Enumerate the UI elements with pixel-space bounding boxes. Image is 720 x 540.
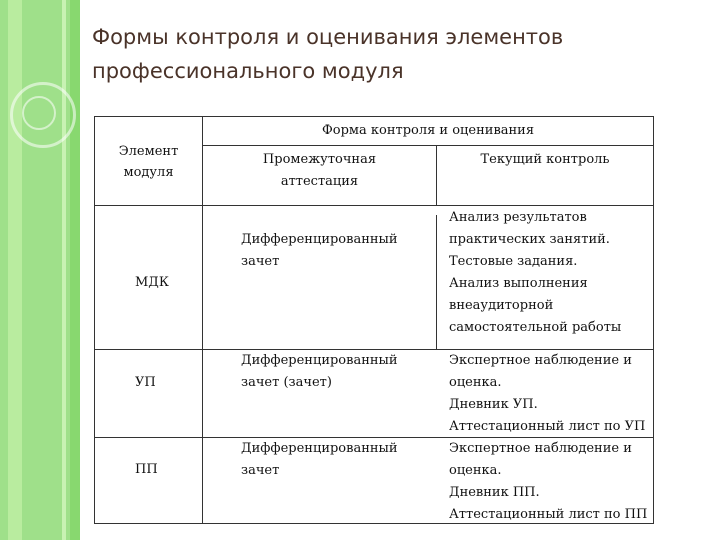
table-divider: [95, 205, 653, 206]
table-row-interim: Дифференцированный зачет: [241, 441, 398, 478]
decorative-circle: [22, 96, 56, 130]
table-row-element: ПП: [135, 462, 158, 477]
table-row-element: УП: [135, 375, 156, 390]
decorative-sidebar: [0, 0, 80, 540]
table-divider: [202, 145, 653, 146]
element-column-header: Элемент модуля: [118, 144, 179, 180]
slide-title: [92, 20, 692, 88]
sidebar-stripe: [62, 0, 66, 540]
column-group-header: Форма контроля и оценивания: [321, 123, 535, 138]
table-row-interim: Дифференцированный зачет (зачет): [241, 353, 398, 390]
table-divider: [436, 215, 437, 349]
table-row-interim: Дифференцированный зачет: [241, 232, 398, 269]
control-forms-table: [94, 116, 654, 524]
slide-title-line-1: Формы контроля и оценивания элементов: [92, 25, 564, 49]
table-row-current: Экспертное наблюдение и оценка. Дневник УП. Аттестационный лист по УП: [449, 353, 646, 434]
slide-title-line-2: профессионального модуля: [92, 59, 404, 83]
table-row-element: МДК: [135, 275, 169, 290]
sidebar-stripe: [8, 0, 22, 540]
interim-column-header: Промежуточная аттестация: [262, 152, 377, 189]
current-column-header: Текущий контроль: [480, 152, 610, 167]
table-row-current: Экспертное наблюдение и оценка. Дневник ПП. Аттестационный лист по ПП: [449, 441, 648, 522]
sidebar-stripe: [70, 0, 80, 540]
table-row-current: Анализ результатов практических занятий. Тестовые задания. Анализ выполнения внеаудиторной самостоятельной работы: [449, 210, 622, 335]
